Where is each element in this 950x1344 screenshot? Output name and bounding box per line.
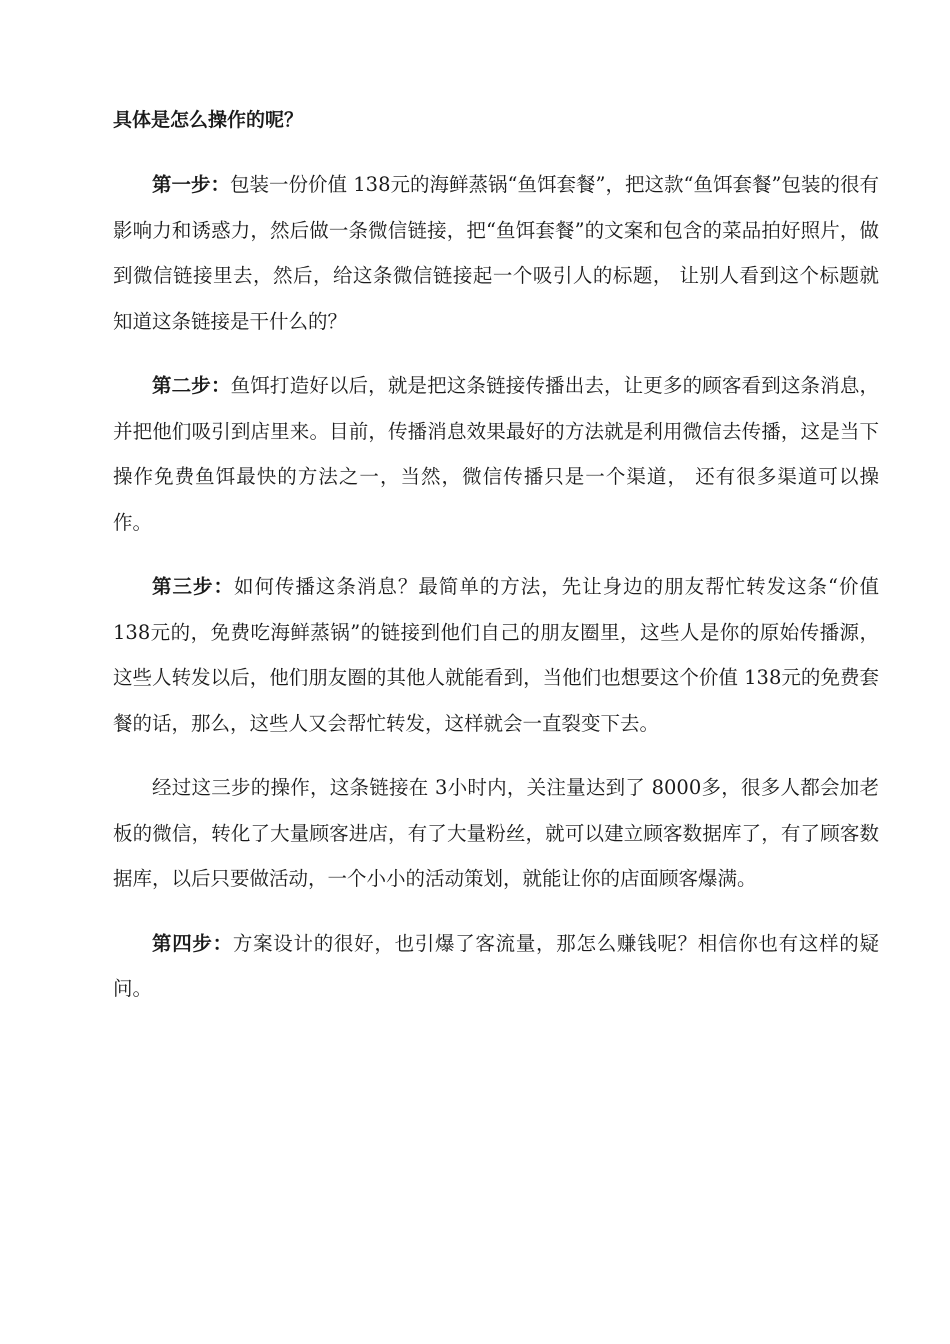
paragraph-summary <box>113 765 879 902</box>
step-2-label: 第二步： <box>152 374 231 397</box>
paragraph-step-3 <box>113 564 879 746</box>
step-4-text: 方案设计的很好，也引爆了客流量，那怎么赚钱呢？相信你也有这样的疑问。 <box>113 931 879 1000</box>
document-page <box>113 98 879 1031</box>
section-heading: 具体是怎么操作的呢？ <box>113 109 304 131</box>
paragraph-step-2 <box>113 363 879 545</box>
step-2-text: 鱼饵打造好以后，就是把这条链接传播出去，让更多的顾客看到这条消息，并把他们吸引到店里来。目前，传播消息效果最好的方法就是利用微信去传播，这是当下操作免费鱼饵最快的方法之一，当然，微信传播只是一个渠道， 还有很多渠道可以操作。 <box>113 374 879 534</box>
paragraph-step-1 <box>113 162 879 344</box>
paragraph-step-4 <box>113 921 879 1012</box>
summary-text: 经过这三步的操作，这条链接在 3小时内，关注量达到了 8000多，很多人都会加老板的微信，转化了大量顾客进店，有了大量粉丝，就可以建立顾客数据库了，有了顾客数据库，以后只要做活动，一个小小的活动策划，就能让你的店面顾客爆满。 <box>113 776 879 890</box>
step-1-text: 包装一份价值 138元的海鲜蒸锅“鱼饵套餐”，把这款“鱼饵套餐”包装的很有影响力和诱惑力，然后做一条微信链接，把“鱼饵套餐”的文案和包含的菜品拍好照片，做到微信链接里去，然后，给这条微信链接起一个吸引人的标题， 让别人看到这个标题就知道这条链接是干什么的？ <box>113 173 879 333</box>
step-1-label: 第一步： <box>152 173 231 196</box>
step-4-label: 第四步： <box>152 931 233 955</box>
step-3-text: 如何传播这条消息？最简单的方法，先让身边的朋友帮忙转发这条“价值 138元的，免费吃海鲜蒸锅”的链接到他们自己的朋友圈里，这些人是你的原始传播源，这些人转发以后，他们朋友圈的其他人就能看到，当他们也想要这个价值 138元的免费套餐的话，那么，这些人又会帮忙转发，这样就会一直裂变下去。 <box>113 575 879 735</box>
step-3-label: 第三步： <box>152 575 234 598</box>
